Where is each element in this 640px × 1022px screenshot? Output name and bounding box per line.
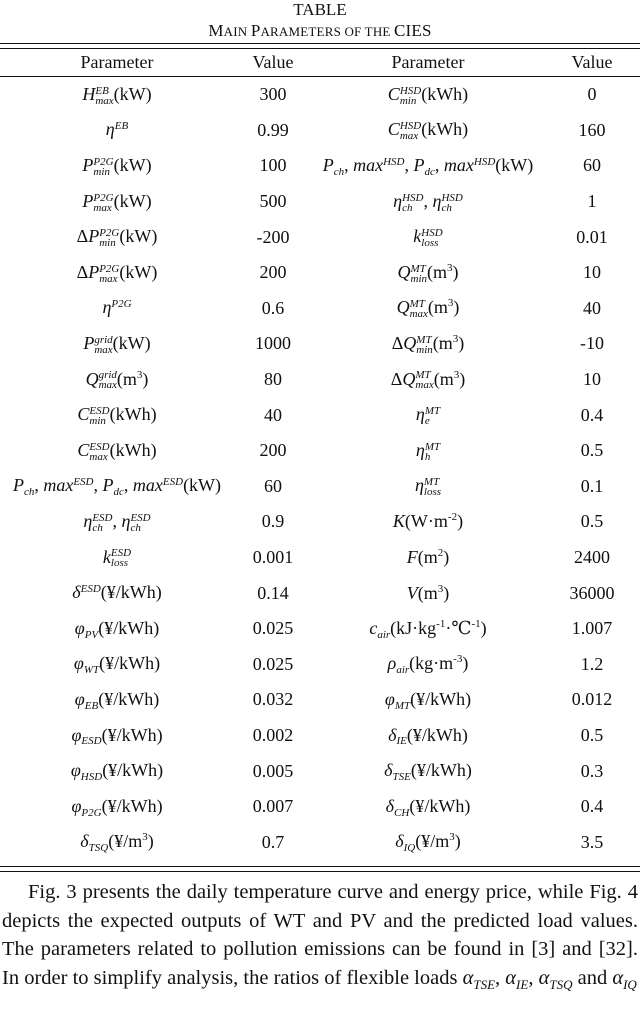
- parameter-symbol: η HSD ch , η HSD ch: [393, 190, 463, 214]
- value-cell: 0.01: [576, 226, 608, 247]
- value-cell: 1: [587, 191, 597, 212]
- table-header-row: [0, 49, 640, 76]
- value-cell: 0.9: [261, 511, 285, 532]
- table-label: TABLE: [293, 0, 347, 19]
- parameter-symbol: k HSD loss: [413, 226, 443, 250]
- table-row: [0, 682, 640, 718]
- parameter-symbol: ΔP P2G min (kW): [76, 226, 158, 250]
- parameter-symbol: H EB max (kW): [82, 83, 152, 107]
- parameter-cell: [0, 433, 234, 469]
- value-cell: 0: [587, 84, 597, 105]
- table-row: [0, 504, 640, 540]
- table-row: [0, 469, 640, 505]
- value-cell: 0.4: [580, 796, 604, 817]
- parameter-symbol: δ CH (¥/kWh): [385, 795, 471, 819]
- parameter-cell: [0, 753, 234, 789]
- parameter-cell: [312, 433, 544, 469]
- table-title: MAIN PARAMETERS OF THE CIES: [208, 21, 432, 40]
- parameters-table: [0, 49, 640, 860]
- parameter-cell: [0, 469, 234, 505]
- value-cell: 40: [264, 404, 282, 425]
- parameter-cell: [312, 77, 544, 113]
- parameter-cell: [312, 255, 544, 291]
- parameter-cell: [0, 718, 234, 754]
- parameter-symbol: η EB: [105, 119, 129, 140]
- parameter-cell: [0, 575, 234, 611]
- table-row: [0, 113, 640, 149]
- parameter-symbol: ΔQ MT min $(m^3)$: [391, 333, 465, 356]
- parameter-cell: [0, 540, 234, 576]
- value-cell: 0.002: [252, 724, 294, 745]
- value-cell: 500: [259, 191, 287, 212]
- table-row: [0, 148, 640, 184]
- value-cell: 0.032: [252, 689, 294, 710]
- parameter-cell: [312, 148, 544, 184]
- parameter-cell: [0, 326, 234, 362]
- value-cell: 100: [259, 155, 287, 176]
- value-cell: 0.4: [580, 404, 604, 425]
- table-row: [0, 397, 640, 433]
- table-row: [0, 718, 640, 754]
- parameter-cell: [0, 611, 234, 647]
- parameter-cell: [312, 647, 544, 683]
- parameter-symbol: P grid max (kW): [83, 333, 151, 356]
- parameter-cell: [0, 397, 234, 433]
- parameter-cell: [312, 113, 544, 149]
- parameter-symbol: P P2G max (kW): [82, 190, 152, 214]
- parameter-cell: [0, 647, 234, 683]
- parameter-cell: [312, 611, 544, 647]
- parameter-symbol: ΔP P2G max (kW): [76, 261, 158, 285]
- table-row: [0, 647, 640, 683]
- table-row: [0, 540, 640, 576]
- table-caption: [0, 0, 640, 43]
- parameter-symbol: η P2G: [102, 297, 132, 318]
- parameter-symbol: C ESD max (kWh): [77, 439, 157, 463]
- parameter-cell: [0, 184, 234, 220]
- parameter-symbol: δ TSQ $(¥/m^3)$: [80, 831, 154, 855]
- value-cell: 0.007: [252, 796, 294, 817]
- parameter-symbol: δ ESD (¥/kWh): [72, 582, 162, 603]
- parameter-cell: [0, 219, 234, 255]
- parameter-symbol: φ ESD (¥/kWh): [71, 724, 163, 748]
- value-cell: 0.025: [252, 618, 294, 639]
- parameter-cell: [0, 362, 234, 398]
- value-cell: 1000: [255, 333, 291, 354]
- parameter-symbol: ρ air $(kg\cdot m^{-3})$: [387, 653, 469, 677]
- value-cell: 1.007: [571, 618, 613, 639]
- value-cell: 60: [583, 155, 601, 176]
- parameter-symbol: P ch , max HSD , P dc , max HSD (kW): [322, 155, 534, 178]
- parameter-symbol: Q MT max $(m^3)$: [396, 297, 460, 321]
- value-cell: 2400: [574, 547, 610, 568]
- table-row: [0, 824, 640, 860]
- parameter-symbol: C HSD max (kWh): [387, 119, 469, 143]
- value-cell: 0.5: [580, 440, 604, 461]
- value-cell: 200: [259, 262, 287, 283]
- value-cell: 0.5: [580, 511, 604, 532]
- parameter-cell: [312, 397, 544, 433]
- table-row: [0, 219, 640, 255]
- table-row: [0, 575, 640, 611]
- parameter-symbol: φ HSD (¥/kWh): [70, 760, 164, 784]
- value-cell: 0.012: [571, 689, 613, 710]
- parameter-symbol: φ EB (¥/kWh): [74, 688, 160, 712]
- table-row: [0, 753, 640, 789]
- parameter-symbol: C HSD min (kWh): [387, 83, 469, 107]
- parameter-cell: [0, 113, 234, 149]
- table-row: [0, 611, 640, 647]
- table-row: [0, 433, 640, 469]
- parameter-symbol: Q MT min $(m^3)$: [397, 261, 459, 285]
- parameter-cell: [0, 291, 234, 327]
- parameter-cell: [312, 469, 544, 505]
- value-cell: 10: [583, 369, 601, 390]
- parameter-cell: [0, 682, 234, 718]
- column-header: Value: [571, 52, 613, 72]
- parameter-symbol: φ P2G (¥/kWh): [71, 795, 163, 819]
- parameter-cell: [0, 789, 234, 825]
- table-row: [0, 326, 640, 362]
- parameter-symbol: η MT loss: [414, 475, 442, 499]
- table-body: [0, 77, 640, 860]
- parameter-cell: [0, 77, 234, 113]
- parameter-symbol: C ESD min (kWh): [77, 404, 157, 428]
- parameter-symbol: φ WT (¥/kWh): [73, 653, 161, 677]
- parameter-cell: [312, 718, 544, 754]
- parameter-symbol: P P2G min (kW): [82, 155, 152, 178]
- parameter-symbol: δ IQ $(¥/m^3)$: [395, 831, 461, 855]
- parameter-symbol: P ch , max ESD , P dc , max ESD (kW): [12, 475, 222, 499]
- parameter-symbol: $V(m^3)$: [406, 582, 450, 603]
- table-row: [0, 255, 640, 291]
- value-cell: 0.001: [252, 547, 294, 568]
- table-row: [0, 362, 640, 398]
- table-row: [0, 184, 640, 220]
- parameter-symbol: η ESD ch , η ESD ch: [83, 510, 151, 534]
- parameter-cell: [312, 184, 544, 220]
- value-cell: 10: [583, 262, 601, 283]
- value-cell: 0.1: [580, 475, 604, 496]
- parameter-cell: [312, 789, 544, 825]
- parameter-cell: [312, 540, 544, 576]
- value-cell: 300: [259, 84, 287, 105]
- parameter-cell: [312, 682, 544, 718]
- parameter-symbol: φ PV (¥/kWh): [74, 617, 160, 641]
- parameter-cell: [312, 575, 544, 611]
- value-cell: 0.5: [580, 724, 604, 745]
- value-cell: 1.2: [580, 653, 604, 674]
- value-cell: 40: [583, 297, 601, 318]
- parameter-cell: [312, 753, 544, 789]
- parameter-symbol: φ MT (¥/kWh): [384, 688, 472, 712]
- parameter-symbol: δ IE (¥/kWh): [388, 724, 468, 748]
- value-cell: 0.7: [261, 831, 285, 852]
- value-cell: -10: [580, 333, 604, 354]
- value-cell: 0.14: [257, 582, 289, 603]
- parameter-cell: [312, 824, 544, 860]
- value-cell: -200: [256, 226, 290, 247]
- parameter-cell: [312, 326, 544, 362]
- column-header: Parameter: [391, 52, 465, 72]
- table-row: [0, 789, 640, 825]
- parameter-cell: [312, 362, 544, 398]
- value-cell: 80: [264, 369, 282, 390]
- column-header: Parameter: [80, 52, 154, 72]
- parameter-symbol: Q grid max $(m^3)$: [85, 368, 149, 392]
- value-cell: 3.5: [580, 831, 604, 852]
- value-cell: 200: [259, 440, 287, 461]
- parameter-symbol: c air $(kJ\cdot kg^{-1}\cdot℃^{-1})$: [369, 617, 487, 641]
- value-cell: 160: [578, 119, 606, 140]
- value-cell: 0.3: [580, 760, 604, 781]
- table-row: [0, 291, 640, 327]
- parameter-cell: [312, 291, 544, 327]
- parameter-symbol: $F(m^2)$: [406, 547, 450, 568]
- parameter-cell: [0, 504, 234, 540]
- value-cell: 60: [264, 475, 282, 496]
- parameter-symbol: η MT h: [415, 439, 441, 463]
- body-paragraph: [0, 878, 640, 999]
- parameter-symbol: k ESD loss: [102, 546, 132, 570]
- parameter-cell: [0, 824, 234, 860]
- table-row: [0, 77, 640, 113]
- table-bottom-rule: [0, 866, 640, 872]
- parameter-symbol: δ TSE (¥/kWh): [384, 760, 472, 784]
- parameter-symbol: ΔQ MT max $(m^3)$: [390, 368, 466, 392]
- value-cell: 0.6: [261, 297, 285, 318]
- parameter-symbol: $K(W\cdot m^{-2})$: [392, 511, 464, 532]
- value-cell: 36000: [569, 582, 615, 603]
- parameter-cell: [312, 219, 544, 255]
- parameter-cell: [0, 255, 234, 291]
- parameter-cell: [0, 148, 234, 184]
- column-header: Value: [252, 52, 294, 72]
- value-cell: 0.025: [252, 653, 294, 674]
- body-text: Fig. 3 presents the daily temperature curve and energy price, while Fig. 4 depicts the expected outputs of WT and PV and the predicted load values. The parameters related to pollution emissions can be found in [3] and [32]. In order to simplify analysis, the ratios of flexible loads $\alpha_{TSE}$, $\alpha_{IE}$, $\alpha_{TSQ}$ and $\alpha_{IQ}$: [2, 881, 638, 992]
- value-cell: 0.99: [257, 119, 289, 140]
- parameter-symbol: η MT e: [415, 404, 441, 428]
- value-cell: 0.005: [252, 760, 294, 781]
- parameter-cell: [312, 504, 544, 540]
